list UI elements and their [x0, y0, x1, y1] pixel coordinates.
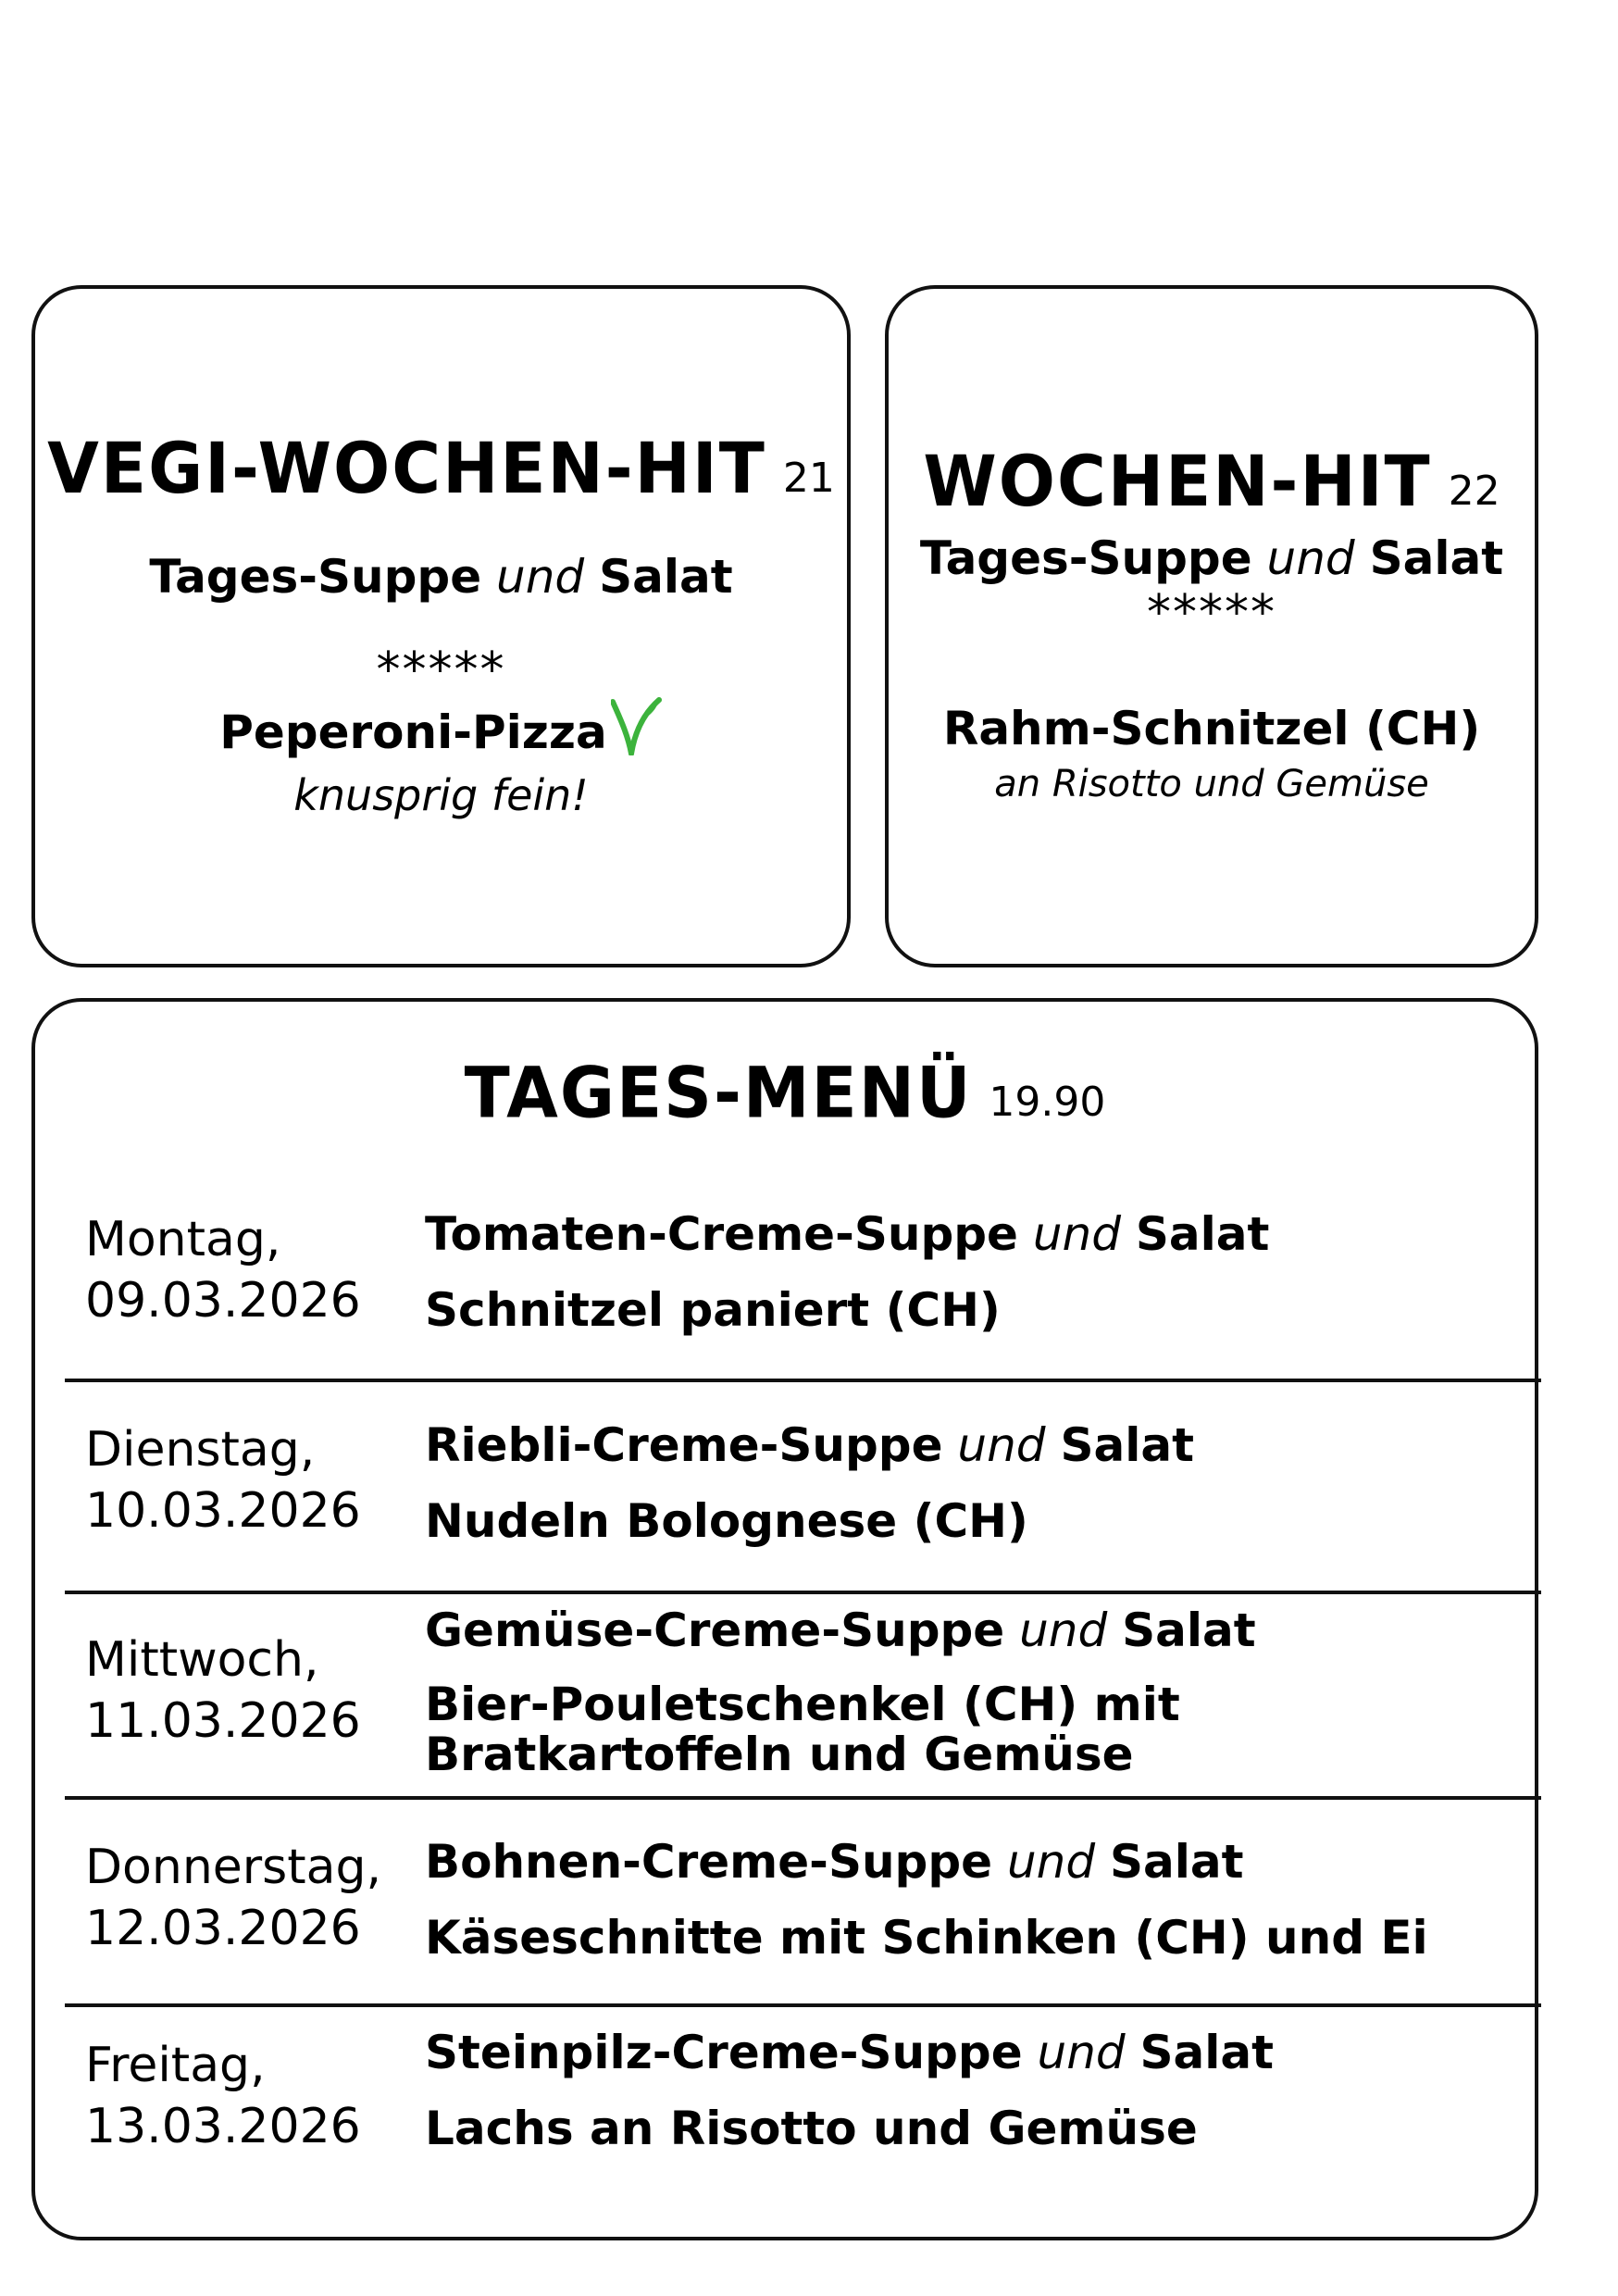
vegi-price: 21	[782, 455, 835, 502]
row-divider	[65, 1796, 1541, 1800]
day-soup: Gemüse-Creme-Suppe	[425, 1603, 1005, 1657]
day-soup-line	[425, 1207, 1269, 1261]
row-divider	[65, 2003, 1541, 2007]
day-soup-line	[425, 1603, 1256, 1657]
day-name: Mittwoch,	[85, 1632, 319, 1688]
day-soup: Bohnen-Creme-Suppe	[425, 1835, 993, 1889]
day-soup: Steinpilz-Creme-Suppe	[425, 2026, 1023, 2079]
vegi-heading	[35, 427, 847, 510]
day-soup-line	[425, 1418, 1194, 1472]
vegi-soup-label: Tages-Suppe	[149, 550, 482, 604]
day-soup: Riebli-Creme-Suppe	[425, 1418, 943, 1472]
day-soup: Tomaten-Creme-Suppe	[425, 1207, 1018, 1261]
tages-title: TAGES-MENÜ	[464, 1051, 973, 1134]
tages-price: 19.90	[989, 1079, 1106, 1126]
hit-subtitle: an Risotto und Gemüse	[994, 763, 1429, 805]
day-label	[85, 1209, 361, 1331]
hit-stars: *****	[1147, 585, 1276, 641]
hit-soup-label: Tages-Suppe	[919, 531, 1252, 585]
vegi-soup-line	[35, 550, 847, 604]
hit-dish: Rahm-Schnitzel (CH)	[942, 702, 1481, 755]
day-name: Montag,	[85, 1212, 281, 1267]
day-name: Donnerstag,	[85, 1840, 382, 1895]
row-divider	[65, 1379, 1541, 1382]
day-main-dish: Schnitzel paniert (CH)	[425, 1283, 1001, 1337]
hit-price: 22	[1448, 468, 1500, 515]
vegi-title: VEGI-WOCHEN-HIT	[47, 427, 766, 510]
day-main-dish: Nudeln Bolognese (CH)	[425, 1494, 1028, 1548]
day-main-dish: Käseschnitte mit Schinken (CH) und Ei	[425, 1911, 1428, 1965]
hit-soup-line	[889, 531, 1535, 585]
day-name: Freitag,	[85, 2038, 266, 2093]
day-soup-and: und	[957, 1418, 1046, 1472]
day-salad: Salat	[1135, 1207, 1270, 1261]
day-soup-line	[425, 2026, 1274, 2079]
day-date: 12.03.2026	[85, 1901, 361, 1956]
day-soup-and: und	[1037, 2026, 1126, 2079]
day-date: 11.03.2026	[85, 1693, 361, 1749]
vegi-dish: Peperoni-Pizza	[219, 705, 607, 759]
day-salad: Salat	[1122, 1603, 1256, 1657]
wochen-hit-card	[885, 285, 1538, 967]
day-soup-and: und	[1019, 1603, 1108, 1657]
vegi-soup-and: und	[496, 550, 585, 604]
day-date: 13.03.2026	[85, 2099, 361, 2154]
tages-menu-card	[31, 998, 1538, 2240]
hit-salad-label: Salat	[1369, 531, 1504, 585]
day-soup-line	[425, 1835, 1244, 1889]
day-soup-and: und	[1032, 1207, 1121, 1261]
vegan-leaf-icon	[611, 696, 663, 755]
day-label	[85, 1419, 361, 1541]
day-label	[85, 1629, 361, 1752]
tages-heading	[35, 1051, 1535, 1134]
hit-title: WOCHEN-HIT	[923, 440, 1432, 523]
day-salad: Salat	[1139, 2026, 1275, 2079]
day-date: 09.03.2026	[85, 1273, 361, 1329]
day-name: Dienstag,	[85, 1422, 316, 1478]
day-salad: Salat	[1109, 1835, 1244, 1889]
day-soup-and: und	[1006, 1835, 1096, 1889]
hit-soup-and: und	[1266, 531, 1355, 585]
day-salad: Salat	[1060, 1418, 1194, 1472]
row-divider	[65, 1591, 1541, 1594]
day-main-dish: Lachs an Risotto und Gemüse	[425, 2102, 1198, 2155]
hit-heading	[889, 440, 1535, 523]
day-label	[85, 1837, 381, 1959]
vegi-salad-label: Salat	[599, 550, 733, 604]
vegi-subtitle: knusprig fein!	[293, 770, 589, 820]
vegi-stars: *****	[376, 643, 506, 698]
day-label	[85, 2035, 361, 2157]
day-date: 10.03.2026	[85, 1483, 361, 1539]
vegi-wochen-hit-card	[31, 285, 851, 967]
day-main-dish: Bier-Pouletschenkel (CH) mit Bratkartoffeln und Gemüse	[425, 1678, 1180, 1781]
vegi-dish-line	[35, 696, 847, 759]
